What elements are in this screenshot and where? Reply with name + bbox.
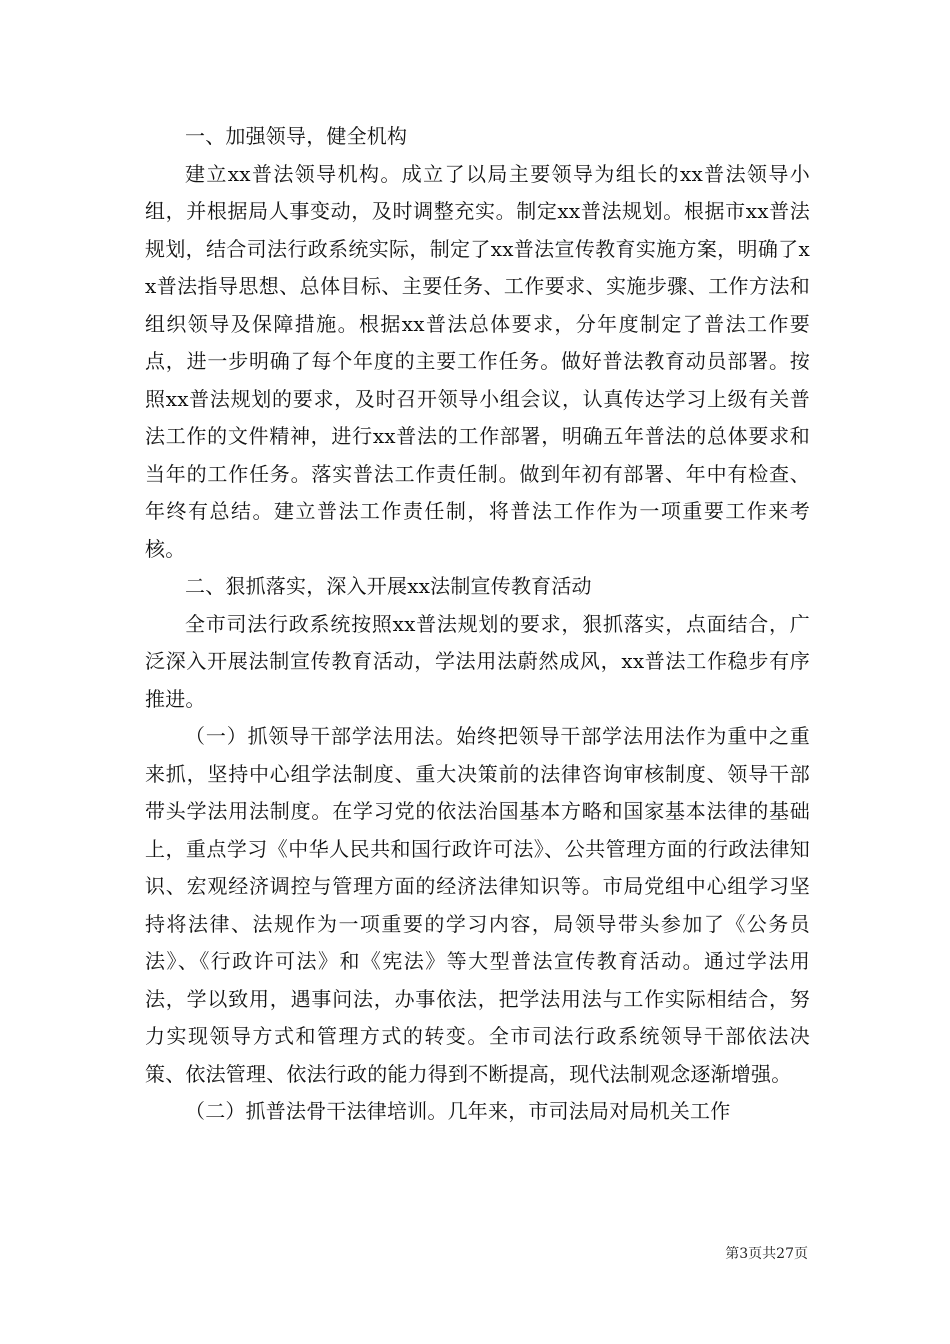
section-heading-1: 一、加强领导，健全机构 <box>185 124 408 148</box>
document-body <box>145 118 810 1131</box>
paragraph-2: 全市司法行政系统按照xx普法规划的要求，狠抓落实，点面结合，广泛深入开展法制宣传教育活动，学法用法蔚然成风，xx普法工作稳步有序推进。 <box>145 611 810 711</box>
paragraph-3: （一）抓领导干部学法用法。始终把领导干部学法用法作为重中之重来抓，坚持中心组学法制度、重大决策前的法律咨询审核制度、领导干部带头学法用法制度。在学习党的依法治国基本方略和国家基本法律的基础上，重点学习《中华人民共和国行政许可法》、公共管理方面的行政法律知识、宏观经济调控与管理方面的经济法律知识等。市局党组中心组学习坚持将法律、法规作为一项重要的学习内容，局领导带头参加了《公务员法》、《行政许可法》和《宪法》等大型普法宣传教育活动。通过学法用法，学以致用，遇事问法，办事依法，把学法用法与工作实际相结合，努力实现领导方式和管理方式的转变。全市司法行政系统领导干部依法决策、依法管理、依法行政的能力得到不断提高，现代法制观念逐渐增强。 <box>145 724 810 1086</box>
paragraph-1: 建立xx普法领导机构。成立了以局主要领导为组长的xx普法领导小组，并根据局人事变动，及时调整充实。制定xx普法规划。根据市xx普法规划，结合司法行政系统实际，制定了xx普法宣传教育实施方案，明确了xx普法指导思想、总体目标、主要任务、工作要求、实施步骤、工作方法和组织领导及保障措施。根据xx普法总体要求，分年度制定了普法工作要点，进一步明确了每个年度的主要工作任务。做好普法教育动员部署。按照xx普法规划的要求，及时召开领导小组会议，认真传达学习上级有关普法工作的文件精神，进行xx普法的工作部署，明确五年普法的总体要求和当年的工作任务。落实普法工作责任制。做到年初有部署、年中有检查、年终有总结。建立普法工作责任制，将普法工作作为一项重要工作来考核。 <box>145 161 810 561</box>
page-number: 第3页共27页 <box>725 1246 808 1262</box>
paragraph-4: （二）抓普法骨干法律培训。几年来，市司法局对局机关工作 <box>185 1099 731 1123</box>
section-heading-2: 二、狠抓落实，深入开展xx法制宣传教育活动 <box>185 574 592 598</box>
